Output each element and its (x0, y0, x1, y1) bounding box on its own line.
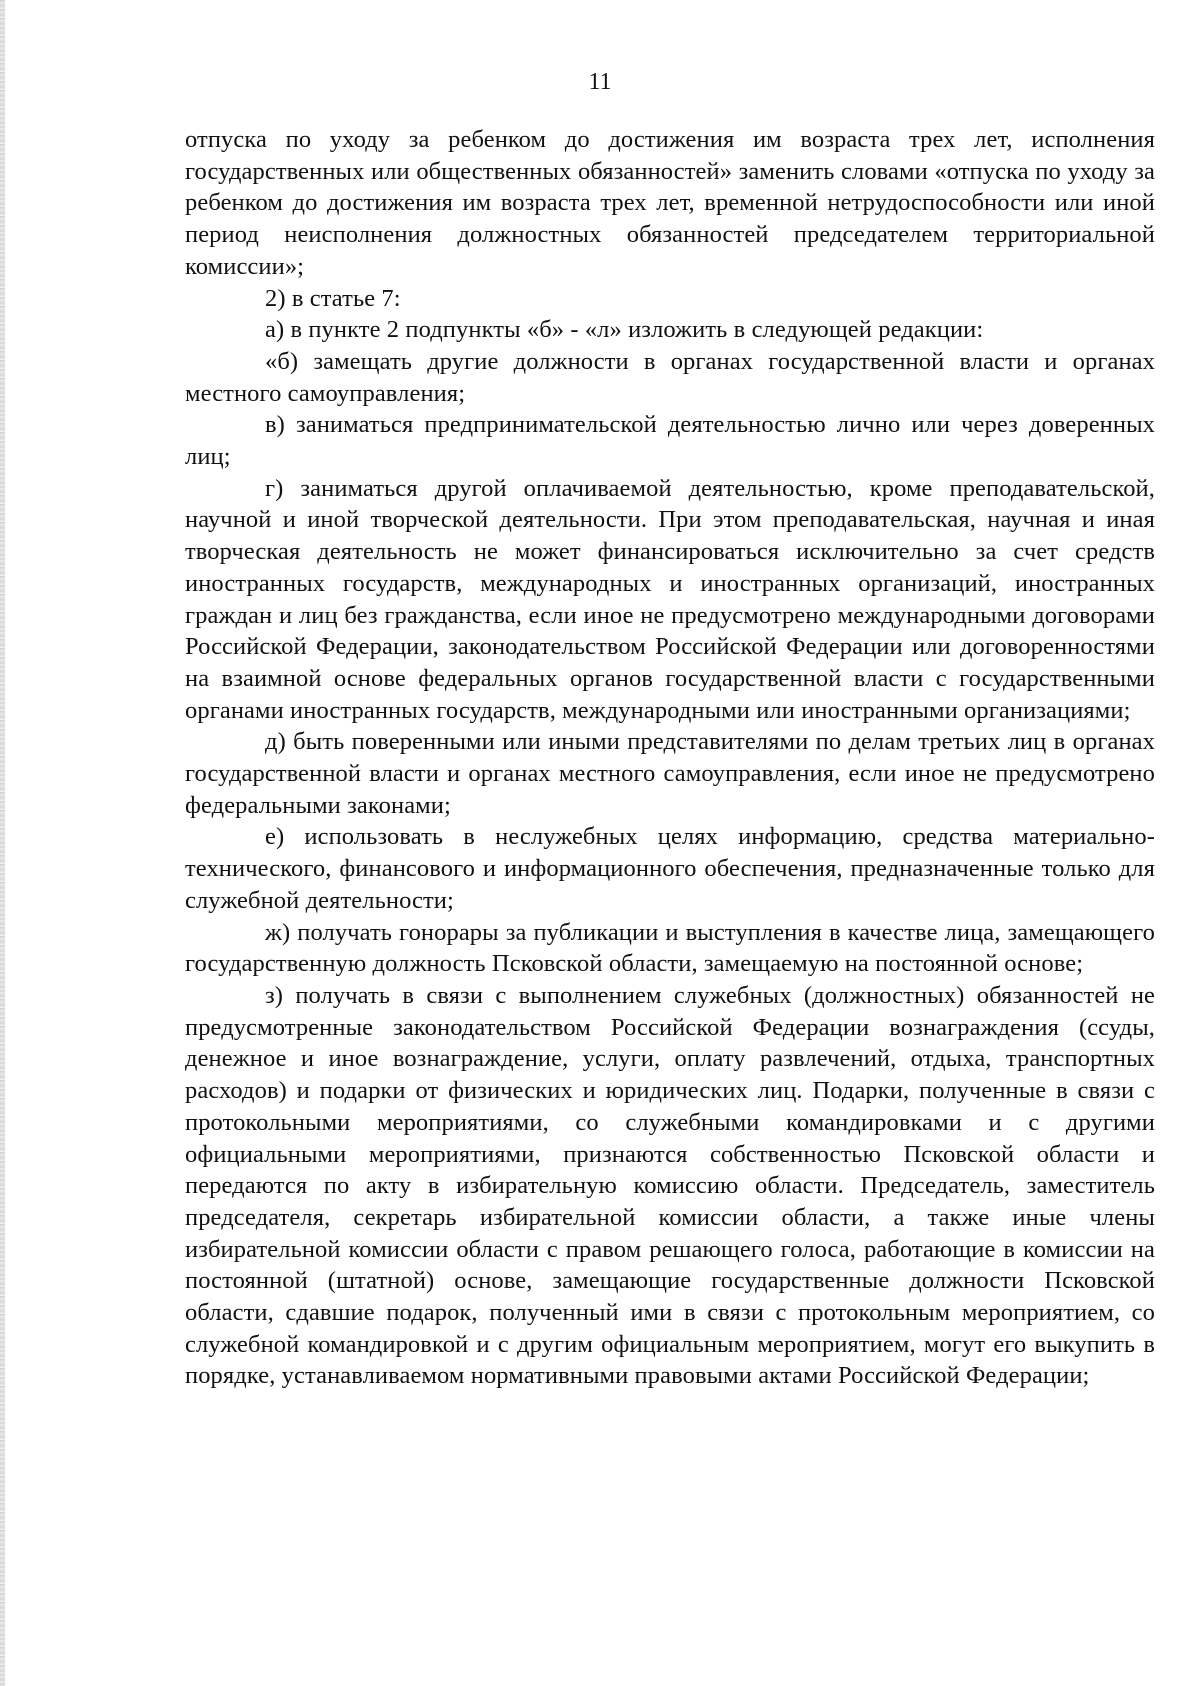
paragraph-subitem-e: е) использовать в неслужебных целях информацию, средства материально-технического, финансового и информационного обеспечения, предназначенные только для служебной деятельности; (185, 823, 1155, 914)
document-body (185, 124, 1155, 1392)
paragraph-item-a: а) в пункте 2 подпункты «б» - «л» изложить в следующей редакции: (265, 316, 984, 344)
paragraph-subitem-g: г) заниматься другой оплачиваемой деятельностью, кроме преподавательской, научной и иной творческой деятельности. При этом преподавательская, научная и иная творческая деятельность не может финансироваться исключительно за счет средств иностранных государств, международных и иностранных организаций, иностранных граждан и лиц без гражданства, если иное не предусмотрено международными договорами Российской Федерации, законодательством Российской Федерации или договоренностями на взаимной основе федеральных органов государственной власти с государственными органами иностранных государств, международными или иностранными организациями; (185, 474, 1155, 724)
paragraph-subitem-d: д) быть поверенными или иными представителями по делам третьих лиц в органах государственной власти и органах местного самоуправления, если иное не предусмотрено федеральными законами; (185, 728, 1155, 819)
paragraph-subitem-zh: ж) получать гонорары за публикации и выступления в качестве лица, замещающего государственную должность Псковской области, замещаемую на постоянной основе; (185, 918, 1155, 978)
paragraph-subitem-b: «б) замещать другие должности в органах государственной власти и органах местного самоуправления; (185, 347, 1155, 407)
paragraph-continuation: отпуска по уходу за ребенком до достижения им возраста трех лет, исполнения государственных или общественных обязанностей» заменить словами «отпуска по уходу за ребенком до достижения им возраста трех лет, временной нетрудоспособности или иной период неисполнения должностных обязанностей председателем территориальной комиссии»; (185, 126, 1155, 280)
paragraph-article-7: 2) в статье 7: (265, 284, 401, 312)
page-number: 11 (588, 69, 612, 95)
paragraph-subitem-v: в) заниматься предпринимательской деятельностью лично или через доверенных лиц; (185, 411, 1155, 471)
paragraph-subitem-z: з) получать в связи с выполнением служебных (должностных) обязанностей не предусмотренные законодательством Российской Федерации вознаграждения (ссуды, денежное и иное вознаграждение, услуги, оплату развлечений, отдыха, транспортных расходов) и подарки от физических и юридических лиц. Подарки, полученные в связи с протокольными мероприятиями, со служебными командировками и с другими официальными мероприятиями, признаются собственностью Псковской области и передаются по акту в избирательную комиссию области. Председатель, заместитель председателя, секретарь избирательной комиссии области, а также иные члены избирательной комиссии области с правом решающего голоса, работающие в комиссии на постоянной (штатной) основе, замещающие государственные должности Псковской области, сдавшие подарок, полученный ими в связи с протокольным мероприятием, со служебной командировкой и с другим официальным мероприятием, могут его выкупить в порядке, устанавливаемом нормативными правовыми актами Российской Федерации; (185, 981, 1155, 1390)
scan-edge (0, 0, 5, 1686)
